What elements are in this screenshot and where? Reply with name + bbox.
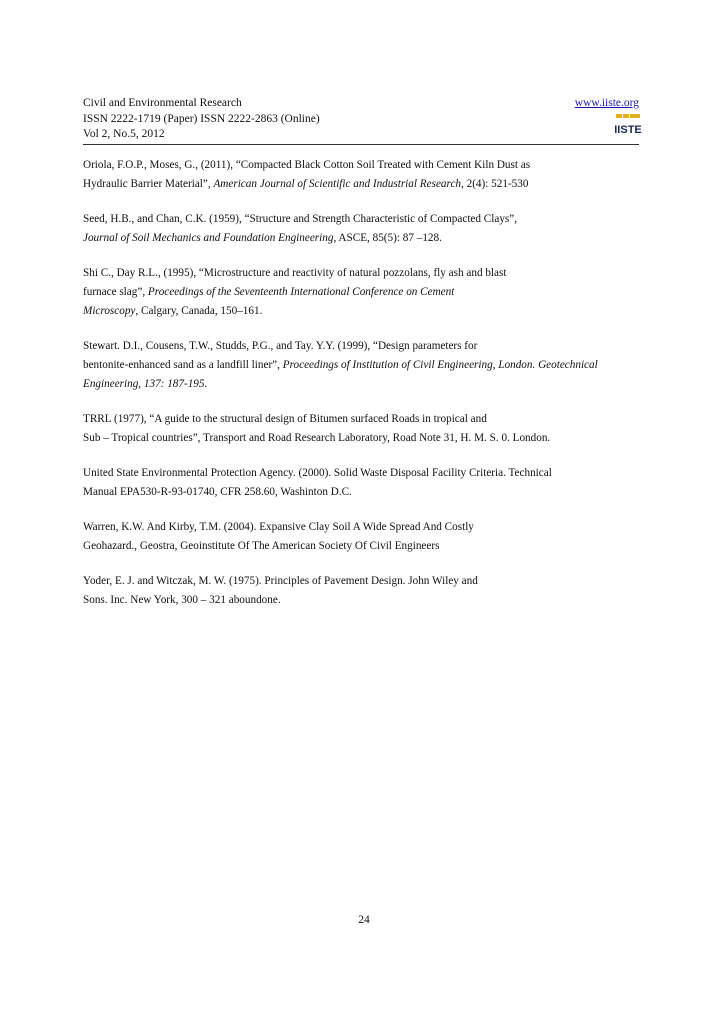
journal-title: Civil and Environmental Research [83, 97, 242, 109]
reference-text: TRRL (1977), “A guide to the structural design of Bitumen surfaced Roads in tropical and [83, 413, 487, 425]
iiste-logo [616, 114, 640, 136]
logo-text: IISTE [614, 124, 642, 136]
reference-trrl [83, 410, 655, 448]
reference-stewart [83, 337, 655, 394]
reference-text: Sons. Inc. New York, 300 – 321 aboundone. [83, 594, 281, 606]
reference-yoder [83, 572, 655, 610]
reference-text: Engineering, 137: 187-195. [83, 378, 208, 390]
header-divider [83, 144, 639, 145]
reference-text: Stewart. D.I., Cousens, T.W., Studds, P.G., and Tay. Y.Y. (1999), “Design parameters for [83, 340, 478, 352]
reference-text: Warren, K.W. And Kirby, T.M. (2004). Expansive Clay Soil A Wide Spread And Costly [83, 521, 474, 533]
reference-shi [83, 264, 655, 321]
reference-text: Sub – Tropical countries”, Transport and Road Research Laboratory, Road Note 31, H. M. S. 0. London. [83, 432, 551, 444]
reference-text: Hydraulic Barrier Material”, American Journal of Scientific and Industrial Research, 2(4): 521-530 [83, 178, 529, 190]
journal-url-link[interactable]: www.iiste.org [574, 97, 639, 109]
reference-epa [83, 464, 655, 502]
reference-text: Manual EPA530-R-93-01740, CFR 258.60, Washinton D.C. [83, 486, 352, 498]
volume-line: Vol 2, No.5, 2012 [83, 128, 165, 140]
reference-text: Geohazard., Geostra, Geoinstitute Of The American Society Of Civil Engineers [83, 540, 440, 552]
reference-text: Oriola, F.O.P., Moses, G., (2011), “Compacted Black Cotton Soil Treated with Cement Kiln Dust as [83, 159, 531, 171]
reference-list [83, 156, 655, 626]
reference-warren [83, 518, 655, 556]
reference-text: Journal of Soil Mechanics and Foundation Engineering, ASCE, 85(5): 87 –128. [83, 232, 442, 244]
issn-line: ISSN 2222-1719 (Paper) ISSN 2222-2863 (Online) [83, 112, 320, 125]
reference-text: bentonite-enhanced sand as a landfill liner”, Proceedings of Institution of Civil Engineering, London. Geotechnical [83, 359, 598, 371]
reference-text: United State Environmental Protection Agency. (2000). Solid Waste Disposal Facility Criteria. Technical [83, 467, 552, 479]
page-number: 24 [358, 914, 370, 926]
reference-text: Seed, H.B., and Chan, C.K. (1959), “Structure and Strength Characteristic of Compacted Clays”, [83, 213, 518, 225]
reference-oriola [83, 156, 655, 194]
reference-text: Microscopy, Calgary, Canada, 150–161. [83, 305, 263, 317]
page-header [83, 96, 639, 143]
reference-text: Shi C., Day R.L., (1995), “Microstructure and reactivity of natural pozzolans, fly ash and blast [83, 267, 507, 279]
reference-seed [83, 210, 655, 248]
reference-text: furnace slag”, Proceedings of the Seventeenth International Conference on Cement [83, 286, 455, 298]
reference-text: Yoder, E. J. and Witczak, M. W. (1975). Principles of Pavement Design. John Wiley and [83, 575, 478, 587]
